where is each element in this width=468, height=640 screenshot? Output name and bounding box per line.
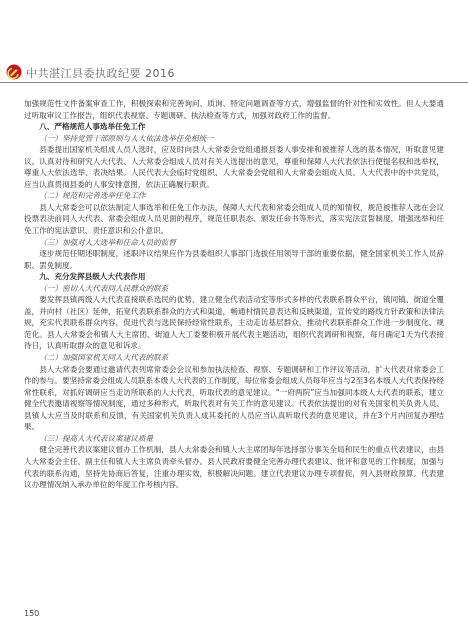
body-paragraph: 县人大常委会可以依法制定人事选举和任免工作办法，保障人大代表和常委会组成人员的知情权，规范被推荐人选在会议投票表决前同人大代表、常委会组成人员见面的程序，规范任职表态、颁发任命书等形式，落实宪法宣誓制度，增强选举和任免工作的宪法意识、责任意识和公仆意识。 bbox=[24, 202, 444, 236]
subsection-heading: （二）规范和完善选举任免工作 bbox=[39, 191, 146, 201]
subsection-heading: （三）加强对人大选举和任命人员的监督 bbox=[39, 237, 176, 247]
body-paragraph: 要发挥县镇两级人大代表直接联系选民的优势，建立健全代表活动室等形式多样的代表联系群众平台，镇同镇、街道全覆盖，并向村（社区）延伸，拓宽代表联系群众的方式和渠道，畅通村情民意表达和反映渠道，宣传党的路线方针政策和法律法规，充实代表联系群众内容，促进代表与选民保持经常性联系，主动走访基层群众，推动代表联系群众工作进一步制度化、规范化。县人大常委会和镇人大主席团、街道人大工委要积极开展代表主题活动，组织代表调研和视察，每月确定1天为代表接待日，认真听取群众的意见和诉求。 bbox=[24, 295, 444, 351]
running-header bbox=[0, 62, 468, 84]
party-emblem-icon bbox=[6, 64, 22, 80]
subsection-heading: （一）密切人大代表同人民群众的联系 bbox=[39, 283, 169, 293]
subsection-heading: （一）坚持党管干部原则与人大依法选举任免相统一 bbox=[39, 133, 214, 143]
document-body bbox=[24, 98, 444, 491]
page-number: 150 bbox=[24, 609, 40, 618]
body-paragraph: 逐步规范任期述职制度，述职评议结果应作为县委组织人事部门选拔任用领导干部的重要依据，健全国家机关工作人员辞职、罢免制度。 bbox=[24, 249, 444, 270]
section-heading: 八、严格规范人事选举任免工作 bbox=[39, 122, 146, 132]
subsection-heading: （三）提高人大代表议案建议质量 bbox=[39, 433, 154, 443]
header-title: 中共湛江县委执政纪要 2016 bbox=[26, 67, 175, 80]
body-paragraph: 县委提出国家机关组成人员人选时，应及时向县人大常委会党组通报县委人事安排和被推荐人选的基本情况，听取意见建议。认真对待和研究人大代表、人大常委会组成人员对有关人选提出的意见，尊重和保障人大代表依法行使提名权和选举权，尊重人大依法选举、表决结果。人民代表大会临时党组织、人大常委会党组和人大常委会组成人员、人大代表中的中共党员，应当认真贯彻县委的人事安排意图，依法正确履行职责。 bbox=[24, 145, 444, 189]
body-paragraph: 健全完善代表议案建议督办工作机制，县人大常委会和镇人大主席团每年选择部分事关全局和民生的重点代表建议，由县人大常委会主任、副主任和镇人大主席负责牵头督办。县人民政府要健全完善办理代表建议、批评和意见的工作制度，加强与代表的联系沟通，坚持先协商后答复，注重办理实效，积极解决问题。建立代表建议办理专项督促，列入县财政预算。代表建议办理情况纳入承办单位的年度工作考核内容。 bbox=[24, 445, 444, 490]
header-divider bbox=[0, 82, 468, 83]
body-paragraph: 加强规范性文件备案审查工作，积极探索和完善询问、质询、特定问题调查等方式，增强监督的针对性和实效性。但人大要通过听取审议工作报告，组织代表视察、专题调研、执法检查等方式，加强对政府工作的监督。 bbox=[24, 99, 444, 120]
section-heading: 九、充分发挥县级人大代表作用 bbox=[39, 272, 146, 282]
body-paragraph: 县人大常委会要通过邀请代表列席常委会会议和参加执法检查、视察、专题调研和工作评议等活动，扩大代表对常委会工作的参与。要坚持常委会组成人员联系本级人大代表的工作制度，每位常委会组成人员每年应当与2至3名本级人大代表保持经常性联系，对抓好调研应当走访所联系的人大代表，听取代表的意见建议。“一府两院”应当加强同本级人大代表的联系，建立健全代表邀请视察等情况制度，通过多种形式，听取代表对有关工作的意见建议。代表依法提出的对有关国家机关负责人员、县镇人大应当及时联系和反馈，有关国家机关负责人成其委托的人员应当认真听取代表的意见建议，并在3个月内回复办理结果。 bbox=[24, 364, 444, 432]
subsection-heading: （二）加强国家机关同人大代表的联系 bbox=[39, 353, 169, 363]
